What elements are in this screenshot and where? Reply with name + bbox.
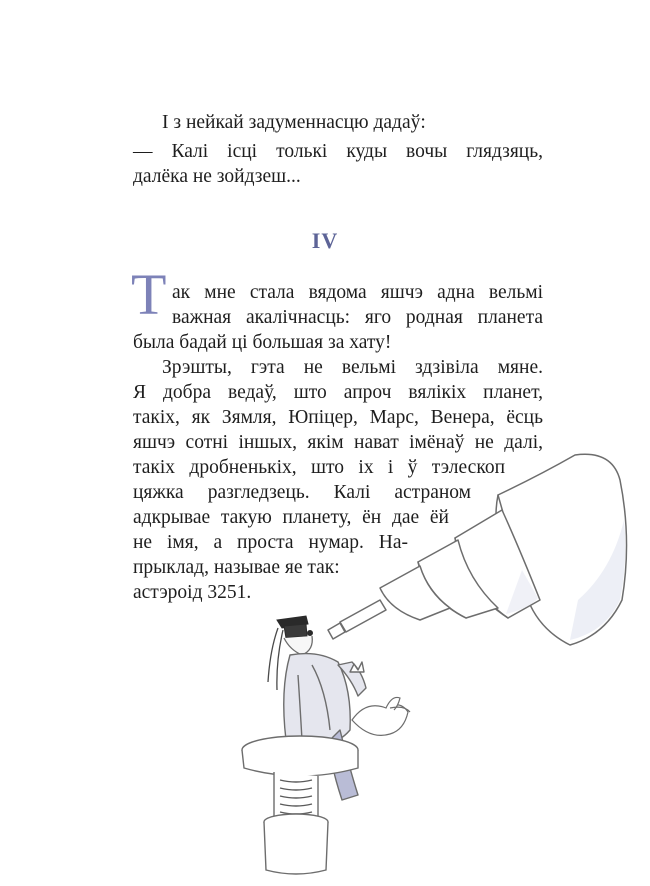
drop-cap: Т	[131, 262, 167, 327]
paragraph2-line: яшчэ сотні іншых, якім нават імёнаў не далі,	[133, 432, 543, 453]
astronomer-with-telescope-icon	[240, 450, 640, 880]
paragraph2-line: Зрэшты, гэта не вельмі здзівіла мяне.	[162, 357, 543, 378]
paragraph1-line-2: важная акалічнасць: яго родная планета	[172, 307, 543, 328]
paragraph1-line-1: ак мне стала вядома яшчэ адна вельмі	[172, 282, 543, 303]
intro-line-2: — Калі ісці толькі куды вочы глядзяць,	[133, 141, 543, 162]
intro-line-3: далёка не зойдзеш...	[133, 166, 301, 187]
chapter-heading: IV	[311, 228, 339, 253]
paragraph2-line: адкрывае такую планету, ён дае ёй	[133, 507, 449, 528]
paragraph2-line: такіх, як Зямля, Юпіцер, Марс, Венера, ёсць	[133, 407, 543, 428]
paragraph2-line: астэроід 3251.	[133, 582, 252, 603]
paragraph2-line: не імя, а проста нумар. На-	[133, 532, 408, 553]
paragraph2-line: прыклад, называе яе так:	[133, 557, 340, 578]
paragraph2-line: цяжка разгледзець. Калі астраном	[133, 482, 471, 503]
paragraph2-line: такіх дробненькіх, што іх і ў тэлескоп	[133, 457, 505, 478]
intro-line-1: І з нейкай задуменнасцю дадаў:	[162, 112, 426, 133]
paragraph1-line-3: была бадай ці большая за хату!	[133, 332, 392, 353]
paragraph2-line: Я добра ведаў, што апроч вялікіх планет,	[133, 382, 543, 403]
